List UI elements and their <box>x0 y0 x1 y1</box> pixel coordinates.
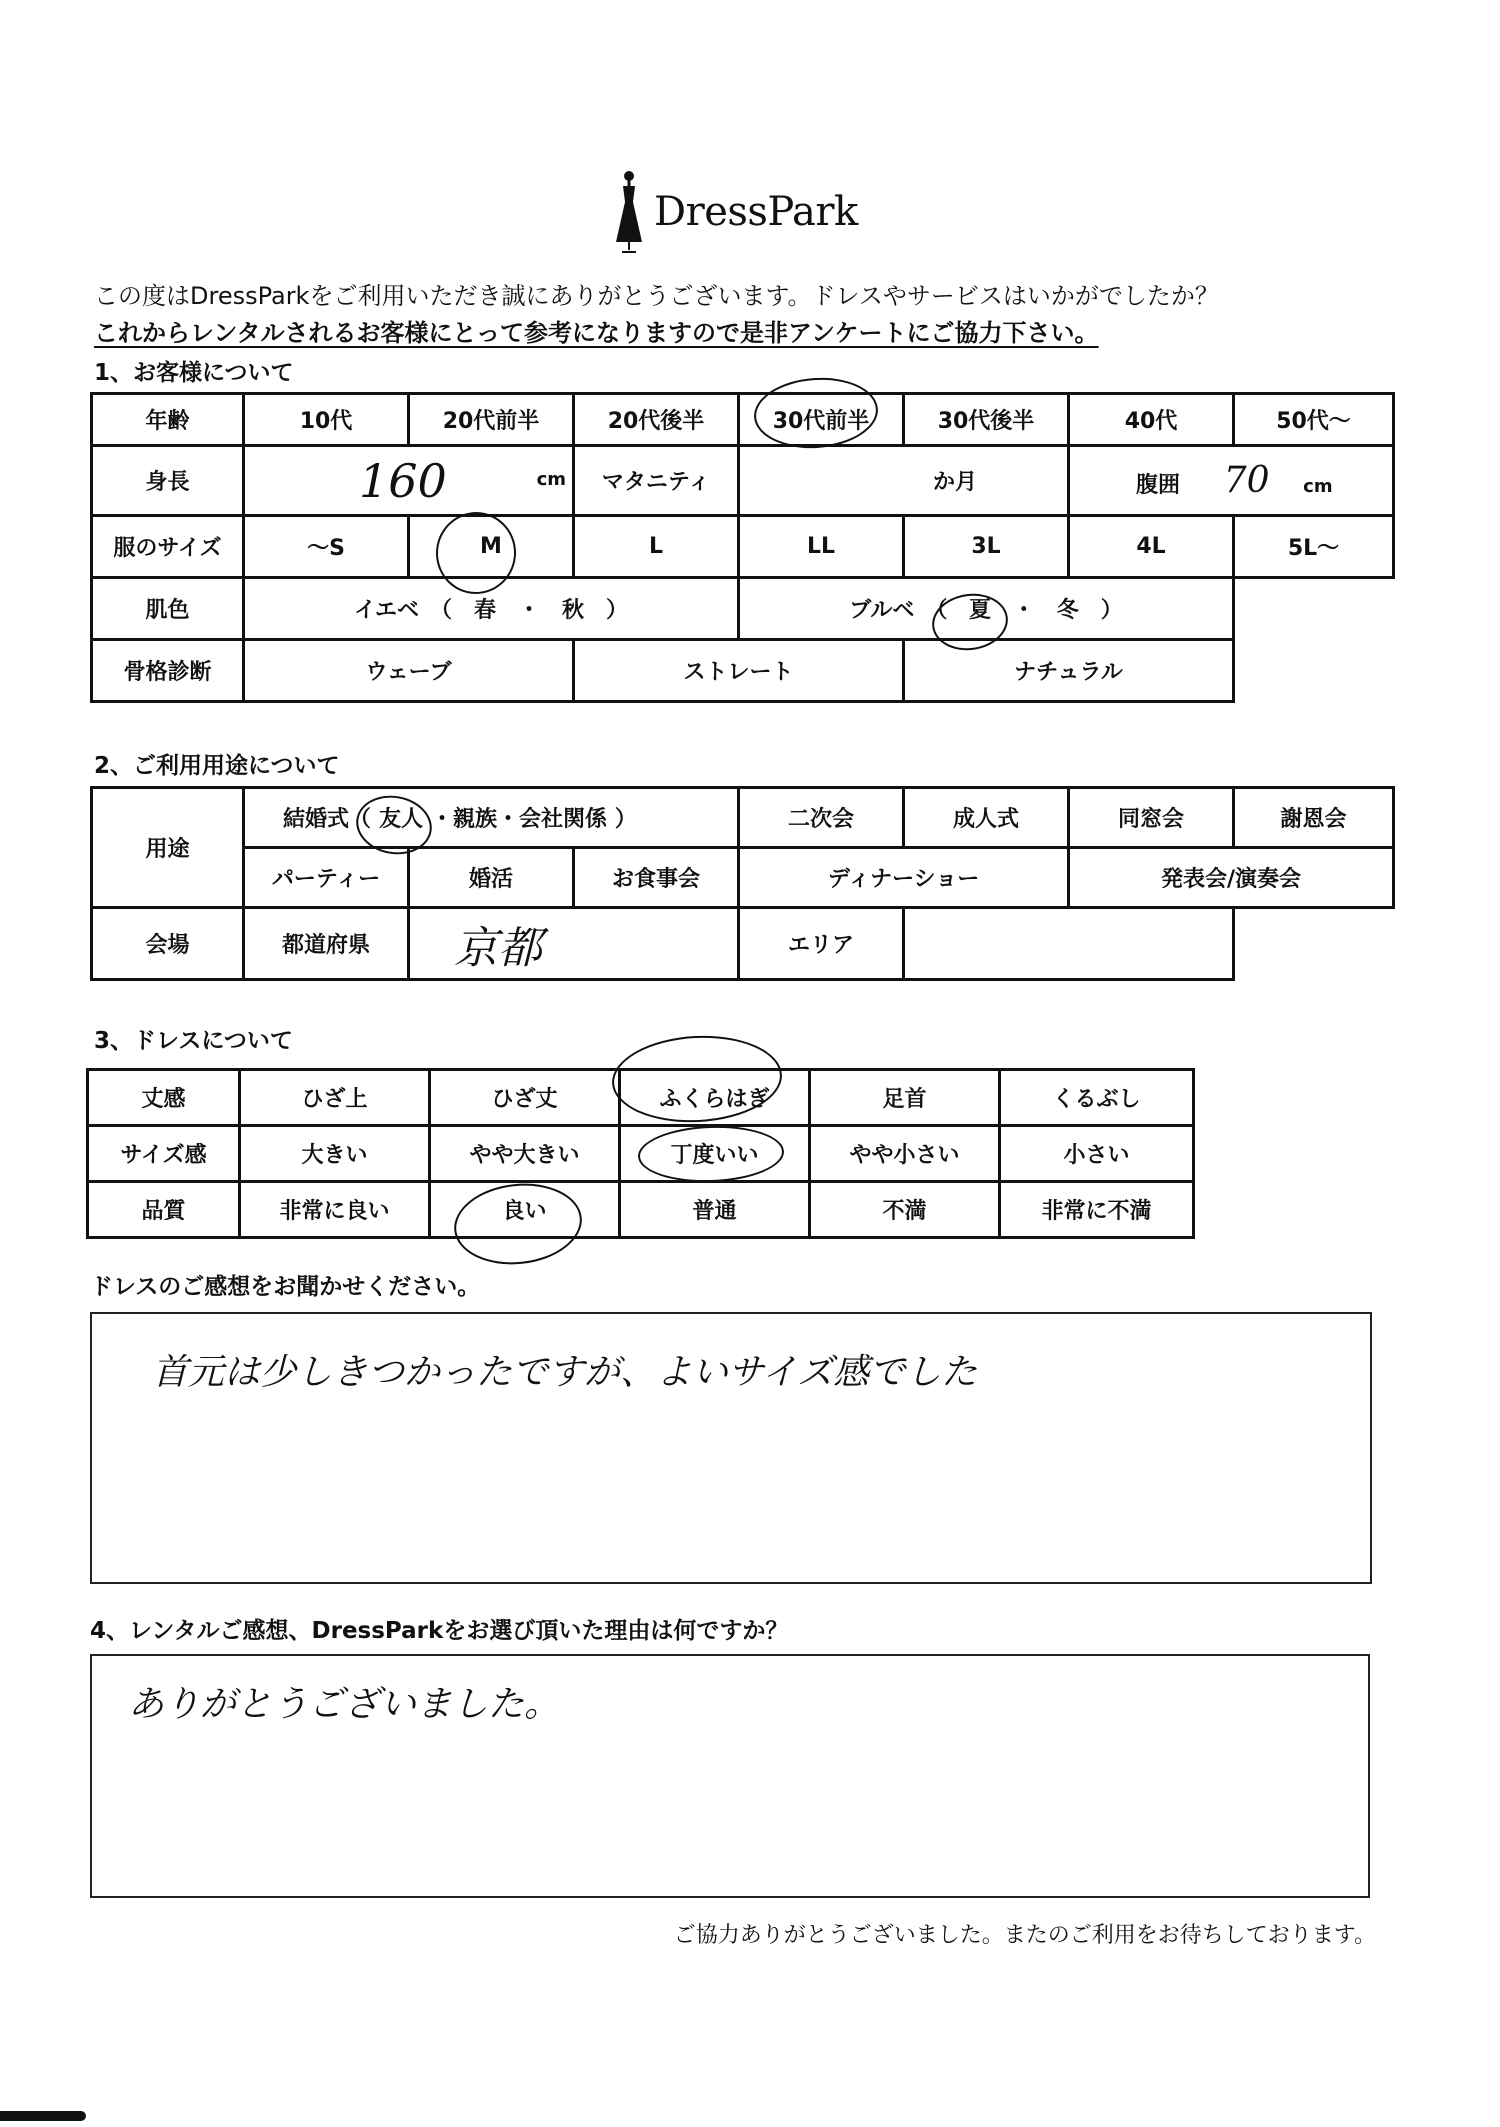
waist-field[interactable] <box>1069 446 1394 516</box>
rental-comment-text: ありがとうございました。 <box>128 1684 561 1725</box>
footer-thanks: ご協力ありがとうございました。またのご利用をお待ちしております。 <box>673 1923 1376 1948</box>
age-option[interactable]: 50代～ <box>1234 394 1394 446</box>
skin-yellow-base[interactable]: イエベ （ 春 ・ 秋 ） <box>244 578 739 640</box>
blue-base-prefix: ブルベ （ <box>849 598 948 623</box>
length-option[interactable]: 足首 <box>810 1070 1000 1126</box>
size-option-selected[interactable]: M <box>409 516 574 578</box>
empty-cell <box>1234 578 1394 640</box>
skeleton-option[interactable]: ナチュラル <box>904 640 1234 702</box>
dress-icon <box>614 168 644 256</box>
age-option[interactable]: 20代前半 <box>409 394 574 446</box>
length-label: 丈感 <box>88 1070 240 1126</box>
empty-cell <box>1234 908 1394 980</box>
section-2-title: 2、ご利用用途について <box>94 753 340 779</box>
usage-option[interactable]: 同窓会 <box>1069 788 1234 848</box>
maternity-unit: か月 <box>932 470 977 495</box>
wedding-prefix: 結婚式（ <box>283 807 372 832</box>
quality-option[interactable]: 普通 <box>620 1182 810 1238</box>
section-3-title: 3、ドレスについて <box>94 1028 293 1054</box>
size-option[interactable]: LL <box>739 516 904 578</box>
skeleton-label: 骨格診断 <box>92 640 244 702</box>
area-label: エリア <box>739 908 904 980</box>
brand-name: DressPark <box>654 189 858 235</box>
length-option[interactable]: ひざ丈 <box>430 1070 620 1126</box>
height-value: 160 <box>359 453 447 508</box>
venue-label: 会場 <box>92 908 244 980</box>
scan-edge-mark <box>0 2111 86 2121</box>
prefecture-field[interactable] <box>409 908 739 980</box>
skin-blue-base[interactable] <box>739 578 1234 640</box>
prefecture-value: 京都 <box>454 922 542 974</box>
quality-label: 品質 <box>88 1182 240 1238</box>
dress-table <box>86 1068 1195 1239</box>
size-option[interactable]: L <box>574 516 739 578</box>
quality-option[interactable]: 非常に不満 <box>1000 1182 1194 1238</box>
section-4-title: 4、レンタルご感想、DressParkをお選び頂いた理由は何ですか？ <box>90 1618 789 1644</box>
age-option[interactable]: 40代 <box>1069 394 1234 446</box>
wedding-option[interactable] <box>244 788 739 848</box>
fit-option[interactable]: 小さい <box>1000 1126 1194 1182</box>
customer-table <box>90 392 1395 703</box>
section-1-title: 1、お客様について <box>94 360 294 386</box>
usage-option[interactable]: 婚活 <box>409 848 574 908</box>
height-field[interactable] <box>244 446 574 516</box>
usage-option[interactable]: 二次会 <box>739 788 904 848</box>
quality-option[interactable]: 非常に良い <box>240 1182 430 1238</box>
quality-option-selected[interactable]: 良い <box>430 1182 620 1238</box>
dress-comment-label: ドレスのご感想をお聞かせください。 <box>90 1274 481 1300</box>
waist-value: 70 <box>1223 460 1270 501</box>
skin-label: 肌色 <box>92 578 244 640</box>
dress-comment-text: 首元は少しきつかったですが、よいサイズ感でした <box>152 1352 978 1393</box>
age-option[interactable]: 30代後半 <box>904 394 1069 446</box>
fit-option[interactable]: やや小さい <box>810 1126 1000 1182</box>
waist-unit: cm <box>1303 476 1333 497</box>
length-option[interactable]: ひざ上 <box>240 1070 430 1126</box>
usage-option[interactable]: パーティー <box>244 848 409 908</box>
dress-comment-box[interactable] <box>90 1312 1372 1584</box>
fit-label: サイズ感 <box>88 1126 240 1182</box>
blue-summer-option[interactable]: 夏 <box>969 598 992 623</box>
fit-option[interactable]: やや大きい <box>430 1126 620 1182</box>
area-field[interactable] <box>904 908 1234 980</box>
age-label: 年齢 <box>92 394 244 446</box>
wedding-rest: ・親族・会社関係 ） <box>431 807 637 832</box>
length-option[interactable]: くるぶし <box>1000 1070 1194 1126</box>
usage-option[interactable]: 謝恩会 <box>1234 788 1394 848</box>
height-unit: cm <box>536 469 566 490</box>
size-option[interactable]: 5L～ <box>1234 516 1394 578</box>
usage-option[interactable]: お食事会 <box>574 848 739 908</box>
usage-option[interactable]: 発表会/演奏会 <box>1069 848 1394 908</box>
skeleton-option[interactable]: ウェーブ <box>244 640 574 702</box>
intro-line-1: この度はDressParkをご利用いただき誠にありがとうございます。ドレスやサービスはいかがでしたか？ <box>94 282 1219 310</box>
age-option[interactable]: 10代 <box>244 394 409 446</box>
blue-base-rest: ・ 冬 ） <box>1012 598 1123 623</box>
age-option[interactable]: 20代後半 <box>574 394 739 446</box>
length-option-selected[interactable]: ふくらはぎ <box>620 1070 810 1126</box>
maternity-label: マタニティ <box>574 446 739 516</box>
rental-comment-box[interactable] <box>90 1654 1370 1898</box>
maternity-field[interactable] <box>739 446 1069 516</box>
usage-table <box>90 786 1395 981</box>
size-label: 服のサイズ <box>92 516 244 578</box>
size-option[interactable]: 4L <box>1069 516 1234 578</box>
wedding-friend-option[interactable]: 友人 <box>379 807 424 832</box>
waist-label: 腹囲 <box>1136 473 1181 498</box>
intro-line-2: これからレンタルされるお客様にとって参考になりますので是非アンケートにご協力下さい。 <box>94 319 1099 347</box>
height-label: 身長 <box>92 446 244 516</box>
empty-cell <box>1234 640 1394 702</box>
age-option-selected[interactable]: 30代前半 <box>739 394 904 446</box>
fit-option-selected[interactable]: 丁度いい <box>620 1126 810 1182</box>
skeleton-option[interactable]: ストレート <box>574 640 904 702</box>
size-option[interactable]: 3L <box>904 516 1069 578</box>
prefecture-label: 都道府県 <box>244 908 409 980</box>
usage-label: 用途 <box>92 788 244 908</box>
fit-option[interactable]: 大きい <box>240 1126 430 1182</box>
usage-option[interactable]: ディナーショー <box>739 848 1069 908</box>
brand-logo <box>614 168 858 256</box>
size-option[interactable]: ～S <box>244 516 409 578</box>
quality-option[interactable]: 不満 <box>810 1182 1000 1238</box>
usage-option[interactable]: 成人式 <box>904 788 1069 848</box>
